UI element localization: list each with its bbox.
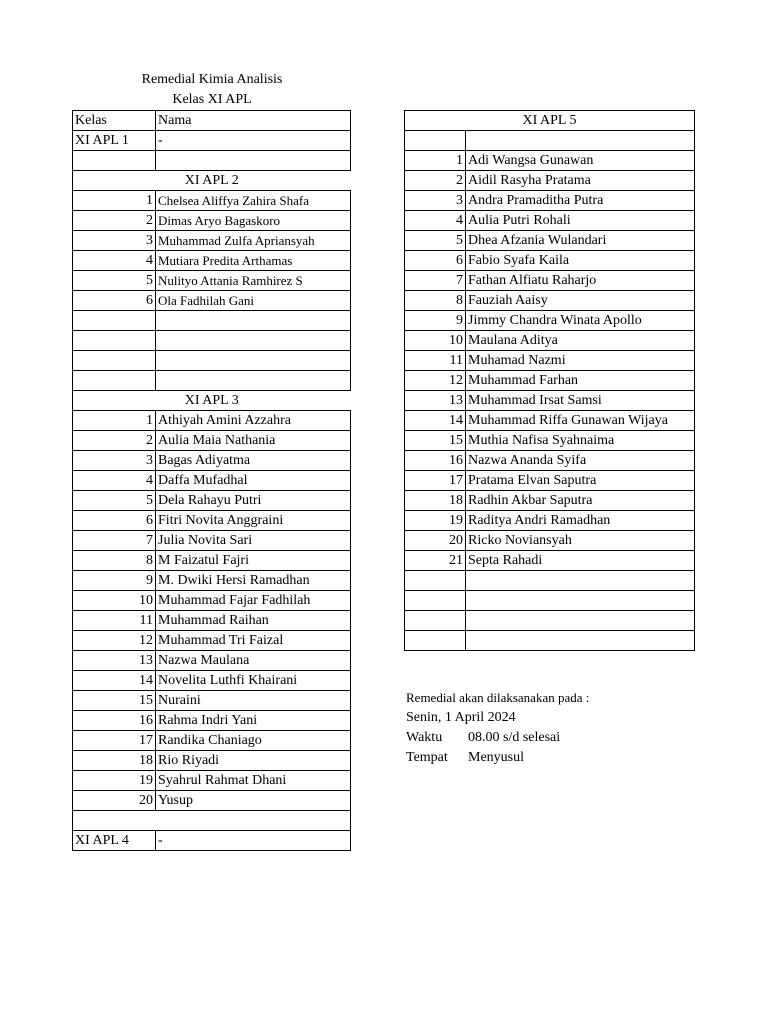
table-cell (73, 351, 156, 371)
student-number: 16 (405, 451, 466, 471)
remedial-time (406, 728, 560, 748)
student-number: 21 (405, 551, 466, 571)
student-name: Muhamad Nazmi (466, 351, 695, 371)
student-name: Rahma Indri Yani (156, 711, 351, 731)
student-number: 5 (73, 271, 156, 291)
student-name: Adi Wangsa Gunawan (466, 151, 695, 171)
student-number: 8 (405, 291, 466, 311)
student-name: Andra Pramaditha Putra (466, 191, 695, 211)
table-row (73, 551, 351, 571)
student-name: Fitri Novita Anggraini (156, 511, 351, 531)
table-row (73, 651, 351, 671)
table-row (405, 291, 695, 311)
student-name: Septa Rahadi (466, 551, 695, 571)
nama-header: Nama (156, 111, 351, 131)
table-cell (405, 611, 466, 631)
blank-row (73, 151, 351, 171)
table-row (73, 751, 351, 771)
student-name: Nazwa Maulana (156, 651, 351, 671)
student-name: Mutiara Predita Arthamas (156, 251, 351, 271)
student-number: 10 (73, 591, 156, 611)
student-number: 18 (405, 491, 466, 511)
student-number: 2 (73, 211, 156, 231)
apl5-title: XI APL 5 (405, 111, 695, 131)
apl4-row (73, 831, 351, 851)
apl4-nama: - (156, 831, 351, 851)
table-row (73, 231, 351, 251)
table-row (73, 411, 351, 431)
student-number: 5 (73, 491, 156, 511)
blank-row (405, 631, 695, 651)
student-name: Ricko Noviansyah (466, 531, 695, 551)
student-name: Nuraini (156, 691, 351, 711)
student-number: 19 (73, 771, 156, 791)
student-name: Muhammad Farhan (466, 371, 695, 391)
student-number: 13 (405, 391, 466, 411)
student-number: 2 (405, 171, 466, 191)
student-number: 5 (405, 231, 466, 251)
student-number: 15 (405, 431, 466, 451)
student-number: 4 (73, 251, 156, 271)
student-number: 7 (405, 271, 466, 291)
apl1-row (73, 131, 351, 151)
student-number: 20 (73, 791, 156, 811)
table-cell (405, 571, 466, 591)
student-name: Aulia Maia Nathania (156, 431, 351, 451)
table-row (73, 611, 351, 631)
blank-row (73, 811, 351, 831)
student-number: 12 (405, 371, 466, 391)
document-subtitle: Kelas XI APL (172, 92, 252, 107)
remedial-date-text: Senin, 1 April 2024 (406, 710, 516, 725)
student-number: 9 (73, 571, 156, 591)
student-name: Pratama Elvan Saputra (466, 471, 695, 491)
table-cell (156, 331, 351, 351)
table-header-row (73, 111, 351, 131)
blank-row (73, 371, 351, 391)
student-name: M. Dwiki Hersi Ramadhan (156, 571, 351, 591)
table-row (73, 591, 351, 611)
student-name: Aidil Rasyha Pratama (466, 171, 695, 191)
table-row (73, 531, 351, 551)
table-row (405, 351, 695, 371)
waktu-label: Waktu (406, 730, 443, 745)
table-cell (156, 371, 351, 391)
apl2-title-row (73, 171, 351, 191)
student-number: 20 (405, 531, 466, 551)
student-number: 11 (73, 611, 156, 631)
student-number: 1 (73, 411, 156, 431)
tempat-label: Tempat (406, 750, 448, 765)
table-row (73, 571, 351, 591)
remedial-date (406, 708, 516, 728)
blank-row (405, 131, 695, 151)
student-number: 1 (405, 151, 466, 171)
table-row (405, 331, 695, 351)
student-number: 10 (405, 331, 466, 351)
student-number: 2 (73, 431, 156, 451)
student-number: 6 (73, 511, 156, 531)
student-number: 3 (405, 191, 466, 211)
table-row (73, 191, 351, 211)
student-name: Aulia Putri Rohali (466, 211, 695, 231)
table-row (405, 511, 695, 531)
student-number: 11 (405, 351, 466, 371)
table-row (73, 431, 351, 451)
student-name: Julia Novita Sari (156, 531, 351, 551)
student-number: 1 (73, 191, 156, 211)
student-name: Dhea Afzania Wulandari (466, 231, 695, 251)
student-name: Novelita Luthfi Khairani (156, 671, 351, 691)
student-name: Muhammad Tri Faizal (156, 631, 351, 651)
table-cell (156, 351, 351, 371)
table-row (73, 471, 351, 491)
blank-row (405, 611, 695, 631)
table-row (73, 791, 351, 811)
student-name: Fabio Syafa Kaila (466, 251, 695, 271)
table-row (73, 511, 351, 531)
table-row (405, 251, 695, 271)
table-row (73, 711, 351, 731)
table-row (405, 491, 695, 511)
student-number: 13 (73, 651, 156, 671)
table-cell (156, 311, 351, 331)
waktu-value: 08.00 s/d selesai (468, 730, 561, 745)
table-row (405, 151, 695, 171)
student-name: Nazwa Ananda Syifa (466, 451, 695, 471)
blank-row (73, 331, 351, 351)
right-student-table (404, 110, 695, 651)
table-row (405, 231, 695, 251)
table-row (405, 411, 695, 431)
remedial-note (406, 688, 589, 709)
student-name: Maulana Aditya (466, 331, 695, 351)
table-row (405, 451, 695, 471)
student-name: Fauziah Aaisy (466, 291, 695, 311)
student-name: Muhammad Fajar Fadhilah (156, 591, 351, 611)
table-row (73, 631, 351, 651)
student-number: 14 (405, 411, 466, 431)
apl4-kelas: XI APL 4 (73, 831, 156, 851)
student-name: M Faizatul Fajri (156, 551, 351, 571)
student-number: 6 (405, 251, 466, 271)
table-row (73, 671, 351, 691)
table-row (405, 371, 695, 391)
table-row (73, 451, 351, 471)
apl1-kelas: XI APL 1 (73, 131, 156, 151)
student-number: 4 (405, 211, 466, 231)
student-number: 12 (73, 631, 156, 651)
student-name: Nulityo Attania Ramhirez S (156, 271, 351, 291)
table-row (405, 471, 695, 491)
table-cell (73, 311, 156, 331)
table-cell (73, 811, 351, 831)
student-number: 4 (73, 471, 156, 491)
student-name: Yusup (156, 791, 351, 811)
apl3-title-row (73, 391, 351, 411)
table-cell (405, 591, 466, 611)
apl3-title: XI APL 3 (73, 391, 351, 411)
remedial-note-text: Remedial akan dilaksanakan pada : (406, 690, 590, 705)
table-cell (466, 631, 695, 651)
table-row (405, 311, 695, 331)
student-name: Radhin Akbar Saputra (466, 491, 695, 511)
table-row (73, 731, 351, 751)
student-name: Jimmy Chandra Winata Apollo (466, 311, 695, 331)
table-row (73, 691, 351, 711)
student-number: 19 (405, 511, 466, 531)
table-row (405, 211, 695, 231)
student-name: Muhammad Riffa Gunawan Wijaya (466, 411, 695, 431)
blank-row (73, 311, 351, 331)
table-cell (73, 331, 156, 351)
table-row (73, 271, 351, 291)
table-row (73, 771, 351, 791)
student-number: 15 (73, 691, 156, 711)
table-row (73, 211, 351, 231)
tempat-value: Menyusul (468, 750, 524, 765)
student-name: Dimas Aryo Bagaskoro (156, 211, 351, 231)
student-number: 14 (73, 671, 156, 691)
table-row (405, 271, 695, 291)
blank-row (73, 351, 351, 371)
remedial-place (406, 748, 524, 768)
table-row (405, 551, 695, 571)
table-row (73, 251, 351, 271)
table-row (405, 171, 695, 191)
table-row (73, 291, 351, 311)
kelas-header: Kelas (73, 111, 156, 131)
student-number: 17 (405, 471, 466, 491)
student-name: Muhammad Zulfa Apriansyah (156, 231, 351, 251)
student-name: Daffa Mufadhal (156, 471, 351, 491)
student-number: 7 (73, 531, 156, 551)
table-row (405, 391, 695, 411)
table-row (73, 491, 351, 511)
table-cell (466, 611, 695, 631)
student-name: Athiyah Amini Azzahra (156, 411, 351, 431)
student-name: Muhammad Raihan (156, 611, 351, 631)
student-name: Syahrul Rahmat Dhani (156, 771, 351, 791)
apl2-title: XI APL 2 (73, 171, 351, 191)
student-number: 16 (73, 711, 156, 731)
blank-row (405, 591, 695, 611)
blank-row (405, 571, 695, 591)
student-number: 9 (405, 311, 466, 331)
student-name: Randika Chaniago (156, 731, 351, 751)
student-name: Rio Riyadi (156, 751, 351, 771)
document-title: Remedial Kimia Analisis (141, 72, 283, 87)
student-number: 17 (73, 731, 156, 751)
student-number: 18 (73, 751, 156, 771)
student-number: 6 (73, 291, 156, 311)
student-name: Raditya Andri Ramadhan (466, 511, 695, 531)
student-number: 8 (73, 551, 156, 571)
table-cell (466, 571, 695, 591)
table-cell (466, 591, 695, 611)
table-row (405, 531, 695, 551)
table-cell (405, 631, 466, 651)
table-cell (73, 371, 156, 391)
apl5-title-row (405, 111, 695, 131)
student-name: Muhammad Irsat Samsi (466, 391, 695, 411)
student-name: Ola Fadhilah Gani (156, 291, 351, 311)
student-number: 3 (73, 231, 156, 251)
student-name: Chelsea Aliffya Zahira Shafa (156, 191, 351, 211)
left-student-table (72, 110, 351, 851)
student-name: Fathan Alfiatu Raharjo (466, 271, 695, 291)
student-name: Dela Rahayu Putri (156, 491, 351, 511)
table-row (405, 191, 695, 211)
student-number: 3 (73, 451, 156, 471)
table-row (405, 431, 695, 451)
apl1-nama: - (156, 131, 351, 151)
student-name: Bagas Adiyatma (156, 451, 351, 471)
student-name: Muthia Nafisa Syahnaima (466, 431, 695, 451)
